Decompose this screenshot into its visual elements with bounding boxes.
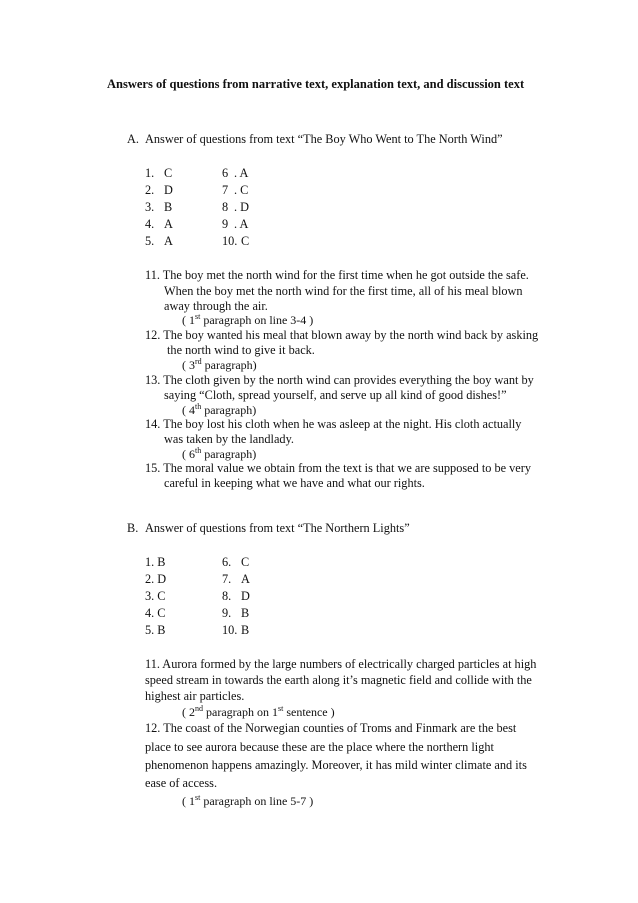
paragraph-reference: ( 6th paragraph) bbox=[182, 446, 257, 461]
mc-answer: 4. C bbox=[145, 606, 166, 620]
essay-line: 11. The boy met the north wind for the first time when he got outside the safe. bbox=[145, 268, 529, 282]
mc-answer: . A bbox=[234, 217, 249, 231]
mc-answer: A bbox=[164, 217, 173, 231]
essay-line: place to see aurora because these are the place where the northern light bbox=[145, 740, 494, 754]
essay-line: careful in keeping what we have and what our rights. bbox=[164, 476, 425, 490]
mc-num: 9 bbox=[222, 217, 229, 231]
mc-answer: . C bbox=[234, 183, 249, 197]
mc-num: 7 bbox=[222, 183, 229, 197]
essay-line: was taken by the landlady. bbox=[164, 432, 294, 446]
mc-answer: B bbox=[241, 606, 250, 620]
mc-num: 6 bbox=[222, 166, 229, 180]
paragraph-reference: ( 1st paragraph on line 3-4 ) bbox=[182, 312, 314, 327]
essay-line: 11. Aurora formed by the large numbers of electrically charged particles at high bbox=[145, 657, 537, 671]
mc-answer: B bbox=[164, 200, 173, 214]
mc-answer: C bbox=[164, 166, 173, 180]
essay-line: saying “Cloth, spread yourself, and serve up all kind of good dishes!” bbox=[164, 388, 507, 402]
mc-answer: 5. B bbox=[145, 623, 166, 637]
document-title: Answers of questions from narrative text, explanation text, and discussion text bbox=[107, 77, 525, 91]
mc-num: 10. bbox=[222, 234, 238, 248]
mc-answer: 3. C bbox=[145, 589, 166, 603]
section-b-label: B. bbox=[127, 521, 139, 535]
section-a-heading: Answer of questions from text “The Boy Who Went to The North Wind” bbox=[145, 132, 503, 146]
mc-num: 8 bbox=[222, 200, 229, 214]
essay-line: 15. The moral value we obtain from the text is that we are supposed to be very bbox=[145, 461, 531, 475]
essay-line: the north wind to give it back. bbox=[167, 343, 315, 357]
essay-line: phenomenon happens amazingly. Moreover, it has mild winter climate and its bbox=[145, 758, 527, 772]
mc-num: 8. bbox=[222, 589, 232, 603]
essay-line: 12. The boy wanted his meal that blown away by the north wind back by asking bbox=[145, 328, 539, 342]
mc-num: 5. bbox=[145, 234, 155, 248]
mc-answer: . A bbox=[234, 166, 249, 180]
mc-num: 1. bbox=[145, 166, 155, 180]
mc-num: 7. bbox=[222, 572, 232, 586]
mc-answer: D bbox=[241, 589, 250, 603]
mc-num: 6. bbox=[222, 555, 232, 569]
section-a-label: A. bbox=[127, 132, 139, 146]
essay-line: 12. The coast of the Norwegian counties of Troms and Finmark are the best bbox=[145, 721, 517, 735]
essay-line: ease of access. bbox=[145, 776, 218, 790]
mc-num: 3. bbox=[145, 200, 155, 214]
mc-answer: A bbox=[241, 572, 250, 586]
paragraph-reference: ( 2nd paragraph on 1st sentence ) bbox=[182, 704, 335, 719]
essay-line: highest air particles. bbox=[145, 689, 245, 703]
essay-line: speed stream in towards the earth along it’s magnetic field and collide with the bbox=[145, 673, 532, 687]
mc-answer: C bbox=[241, 555, 250, 569]
paragraph-reference: ( 1st paragraph on line 5-7 ) bbox=[182, 793, 314, 808]
essay-line: away through the air. bbox=[164, 299, 268, 313]
essay-line: When the boy met the north wind for the first time, all of his meal blown bbox=[164, 284, 523, 298]
mc-num: 9. bbox=[222, 606, 232, 620]
mc-num: 2. bbox=[145, 183, 155, 197]
mc-answer: B bbox=[241, 623, 250, 637]
paragraph-reference: ( 4th paragraph) bbox=[182, 402, 257, 417]
mc-answer: A bbox=[164, 234, 173, 248]
essay-line: 14. The boy lost his cloth when he was asleep at the night. His cloth actually bbox=[145, 417, 522, 431]
essay-line: 13. The cloth given by the north wind can provides everything the boy want by bbox=[145, 373, 534, 387]
mc-answer: D bbox=[164, 183, 173, 197]
paragraph-reference: ( 3rd paragraph) bbox=[182, 357, 257, 372]
mc-answer: . D bbox=[234, 200, 250, 214]
mc-answer: C bbox=[241, 234, 250, 248]
mc-num: 10. bbox=[222, 623, 238, 637]
mc-answer: 2. D bbox=[145, 572, 167, 586]
section-b-heading: Answer of questions from text “The Northern Lights” bbox=[145, 521, 410, 535]
mc-num: 4. bbox=[145, 217, 155, 231]
mc-answer: 1. B bbox=[145, 555, 166, 569]
